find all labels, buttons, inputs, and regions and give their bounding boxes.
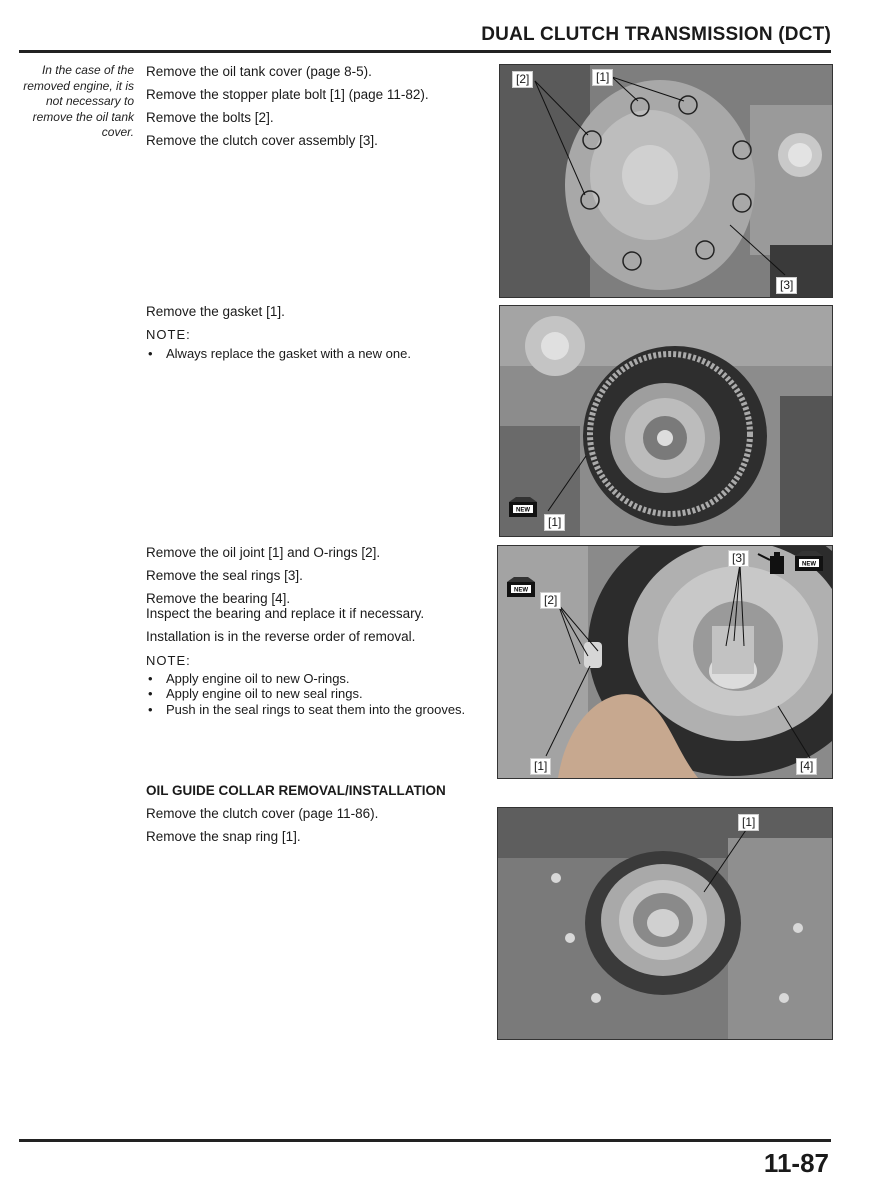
note-item: • Always replace the gasket with a new one. bbox=[148, 346, 411, 361]
new-part-icon bbox=[506, 576, 536, 598]
photo-snap-ring bbox=[497, 807, 833, 1040]
photo1-callout-1: [1] bbox=[592, 69, 613, 86]
note-item: • Apply engine oil to new O-rings. bbox=[148, 671, 350, 686]
oil-can-icon bbox=[756, 550, 790, 576]
note-item: • Push in the seal rings to seat them into the grooves. bbox=[148, 702, 466, 717]
photo4-callout-1: [1] bbox=[738, 814, 759, 831]
page-header-title: DUAL CLUTCH TRANSMISSION (DCT) bbox=[481, 24, 831, 45]
footer-rule bbox=[19, 1139, 831, 1142]
svg-text:NEW: NEW bbox=[516, 507, 530, 514]
step-remove-gasket: Remove the gasket [1]. bbox=[146, 304, 285, 319]
new-part-icon bbox=[508, 496, 538, 518]
note-label: NOTE: bbox=[146, 327, 191, 342]
step-remove-oil-tank-cover: Remove the oil tank cover (page 8-5). bbox=[146, 64, 372, 79]
photo3-callout-1: [1] bbox=[530, 758, 551, 775]
note-item: • Apply engine oil to new seal rings. bbox=[148, 686, 363, 701]
photo3-callout-3: [3] bbox=[728, 550, 749, 567]
step-remove-clutch-cover: Remove the clutch cover (page 11-86). bbox=[146, 806, 379, 821]
photo1-callout-3: [3] bbox=[776, 277, 797, 294]
step-remove-oil-joint: Remove the oil joint [1] and O-rings [2]. bbox=[146, 545, 381, 560]
step-remove-clutch-cover: Remove the clutch cover assembly [3]. bbox=[146, 133, 378, 148]
section-heading-oil-guide-collar: OIL GUIDE COLLAR REMOVAL/INSTALLATION bbox=[146, 783, 446, 798]
step-remove-bolts: Remove the bolts [2]. bbox=[146, 110, 274, 125]
photo-clutch-cover-assembly bbox=[499, 64, 833, 298]
photo3-callout-4: [4] bbox=[796, 758, 817, 775]
photo3-callout-2: [2] bbox=[540, 592, 561, 609]
photo-gasket bbox=[499, 305, 833, 537]
svg-text:NEW: NEW bbox=[802, 561, 816, 568]
step-remove-snap-ring: Remove the snap ring [1]. bbox=[146, 829, 301, 844]
photo1-callout-2: [2] bbox=[512, 71, 533, 88]
step-inspect-bearing: Inspect the bearing and replace it if necessary. bbox=[146, 606, 425, 621]
step-remove-stopper-plate-bolt: Remove the stopper plate bolt [1] (page 11-82). bbox=[146, 87, 429, 102]
step-installation: Installation is in the reverse order of removal. bbox=[146, 629, 416, 644]
note-label: NOTE: bbox=[146, 653, 191, 668]
step-remove-bearing: Remove the bearing [4]. bbox=[146, 591, 291, 606]
photo2-callout-1: [1] bbox=[544, 514, 565, 531]
side-note: In the case of the removed engine, it is not necessary to remove the oil tank cover. bbox=[23, 63, 134, 139]
step-remove-seal-rings: Remove the seal rings [3]. bbox=[146, 568, 303, 583]
new-part-icon bbox=[794, 550, 824, 572]
page-number: 11-87 bbox=[763, 1148, 829, 1178]
svg-text:NEW: NEW bbox=[514, 587, 528, 594]
header-rule bbox=[19, 50, 831, 53]
photo-oil-joint-seal-rings bbox=[497, 545, 833, 779]
